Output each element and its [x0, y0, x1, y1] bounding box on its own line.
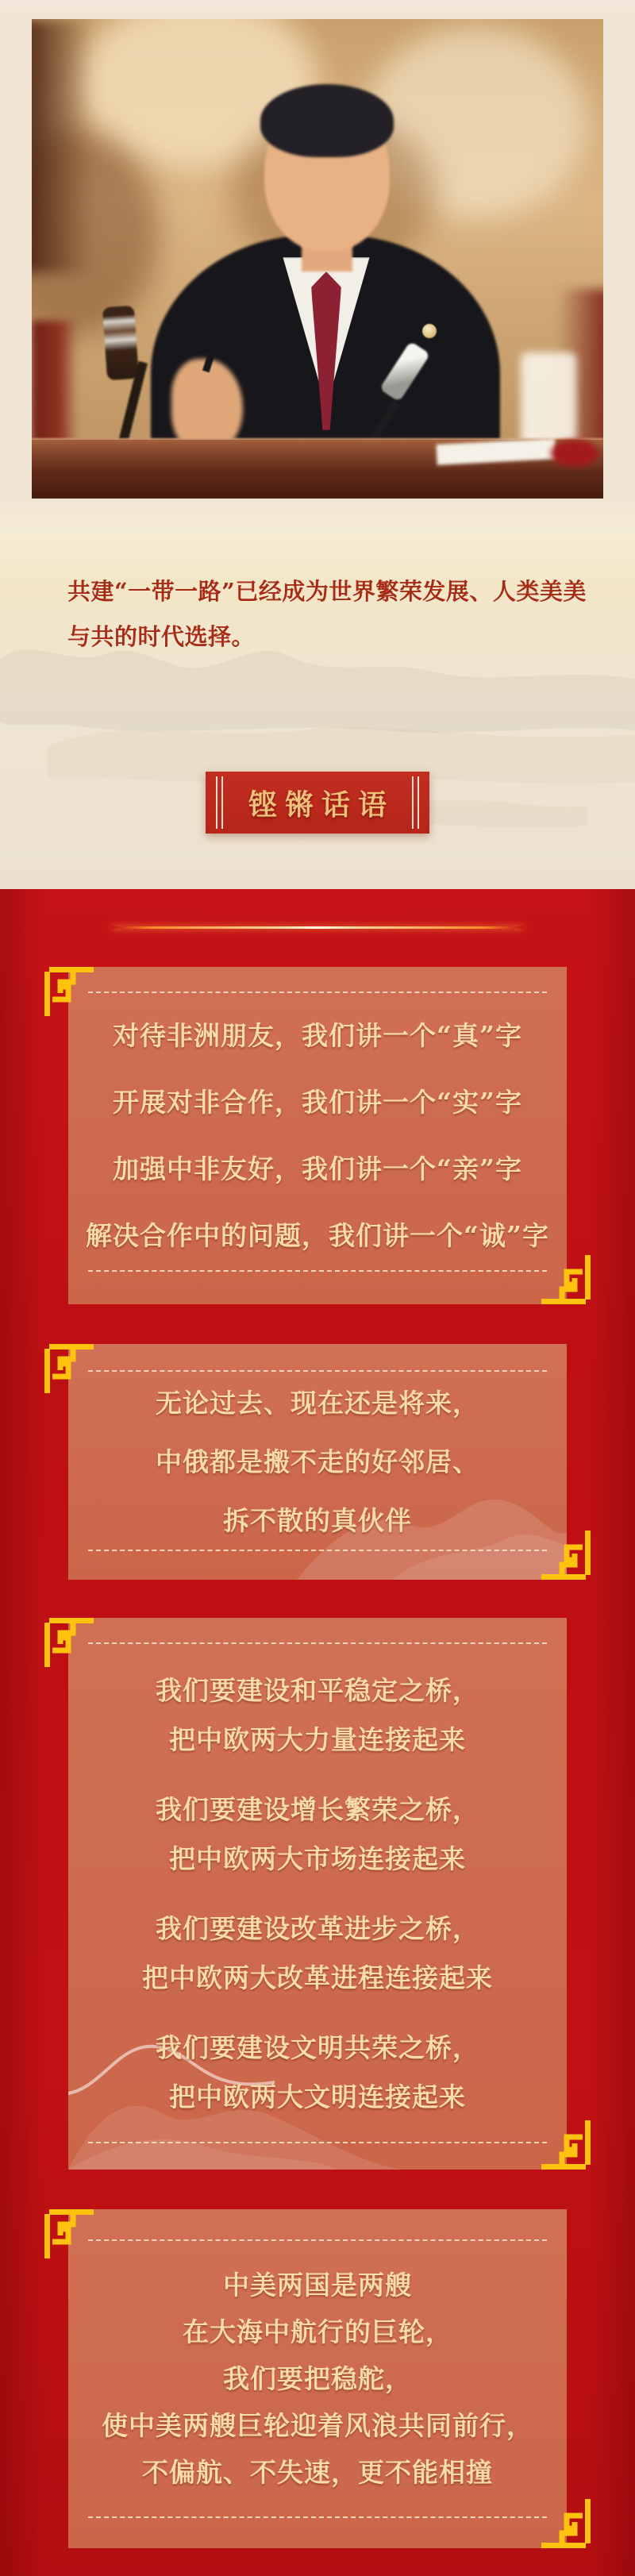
ink-mountains-decoration	[0, 611, 635, 889]
hero-photo	[32, 19, 603, 499]
greek-key-corner-icon	[538, 1252, 594, 1307]
quote-card-africa	[68, 967, 567, 1304]
top-section	[0, 0, 635, 889]
quote-line: 我们要建设文明共荣之桥，	[156, 2031, 479, 2063]
quote-line: 我们要把稳舵，	[223, 2363, 412, 2394]
photo-person-hair	[260, 84, 394, 157]
banner-double-line-right	[412, 776, 419, 829]
quote-line: 我们要建设增长繁荣之桥，	[156, 1793, 479, 1825]
greek-key-corner-icon	[538, 2117, 594, 2173]
quote-line: 我们要建设和平稳定之桥，	[156, 1674, 479, 1706]
quote-line: 无论过去、现在还是将来，	[156, 1387, 479, 1419]
quote-line: 不偏航、不失速，更不能相撞	[142, 2457, 493, 2488]
quotes-section	[0, 889, 635, 2576]
quote-line: 开展对非合作，我们讲一个“实”字	[113, 1086, 522, 1118]
greek-key-corner-icon	[538, 1527, 594, 1583]
quote-card-europe	[68, 1618, 567, 2170]
photo-left-shadow	[32, 19, 94, 273]
quote-line: 把中欧两大市场连接起来	[169, 1842, 466, 1874]
dashed-separator	[88, 2516, 547, 2518]
greek-key-corner-icon	[41, 2206, 97, 2262]
quote-line: 解决合作中的问题，我们讲一个“诚”字	[86, 1219, 549, 1251]
photo-gavel	[102, 306, 139, 381]
banner-label: 铿锵话语	[248, 787, 394, 822]
slogan-banner	[206, 772, 429, 834]
quote-line: 把中欧两大力量连接起来	[169, 1723, 466, 1755]
caption-text: 共建“一带一路”已经成为世界繁荣发展、人类美美与共的时代选择。	[67, 578, 587, 650]
dashed-separator	[88, 2142, 547, 2143]
greek-key-corner-icon	[41, 1615, 97, 1670]
quote-line: 把中欧两大文明连接起来	[169, 2081, 466, 2112]
greek-key-corner-icon	[41, 1341, 97, 1396]
dashed-separator	[88, 1270, 547, 1272]
glow-divider	[111, 926, 524, 929]
dashed-separator	[88, 2239, 547, 2241]
dashed-separator	[88, 992, 547, 993]
quote-line: 中俄都是搬不走的好邻居、	[156, 1446, 479, 1477]
quote-card-usa	[68, 2209, 567, 2548]
photo-desk-flower	[551, 440, 598, 467]
quote-card-russia	[68, 1344, 567, 1580]
quote-line: 对待非洲朋友，我们讲一个“真”字	[113, 1019, 522, 1051]
greek-key-corner-icon	[41, 964, 97, 1019]
quote-line: 在大海中航行的巨轮，	[183, 2316, 452, 2347]
quote-line: 我们要建设改革进步之桥，	[156, 1912, 479, 1944]
quote-line: 中美两国是两艘	[223, 2270, 412, 2301]
quote-line: 拆不散的真伙伴	[223, 1504, 412, 1536]
dashed-separator	[88, 1370, 547, 1372]
quote-line: 把中欧两大改革进程连接起来	[142, 1962, 493, 1993]
quote-line: 加强中非友好，我们讲一个“亲”字	[113, 1153, 522, 1184]
dashed-separator	[88, 1642, 547, 1644]
quote-line: 使中美两艘巨轮迎着风浪共同前行，	[102, 2410, 533, 2441]
greek-key-corner-icon	[538, 2496, 594, 2551]
banner-double-line-left	[216, 776, 223, 829]
photo-lapel-badge	[422, 324, 437, 338]
